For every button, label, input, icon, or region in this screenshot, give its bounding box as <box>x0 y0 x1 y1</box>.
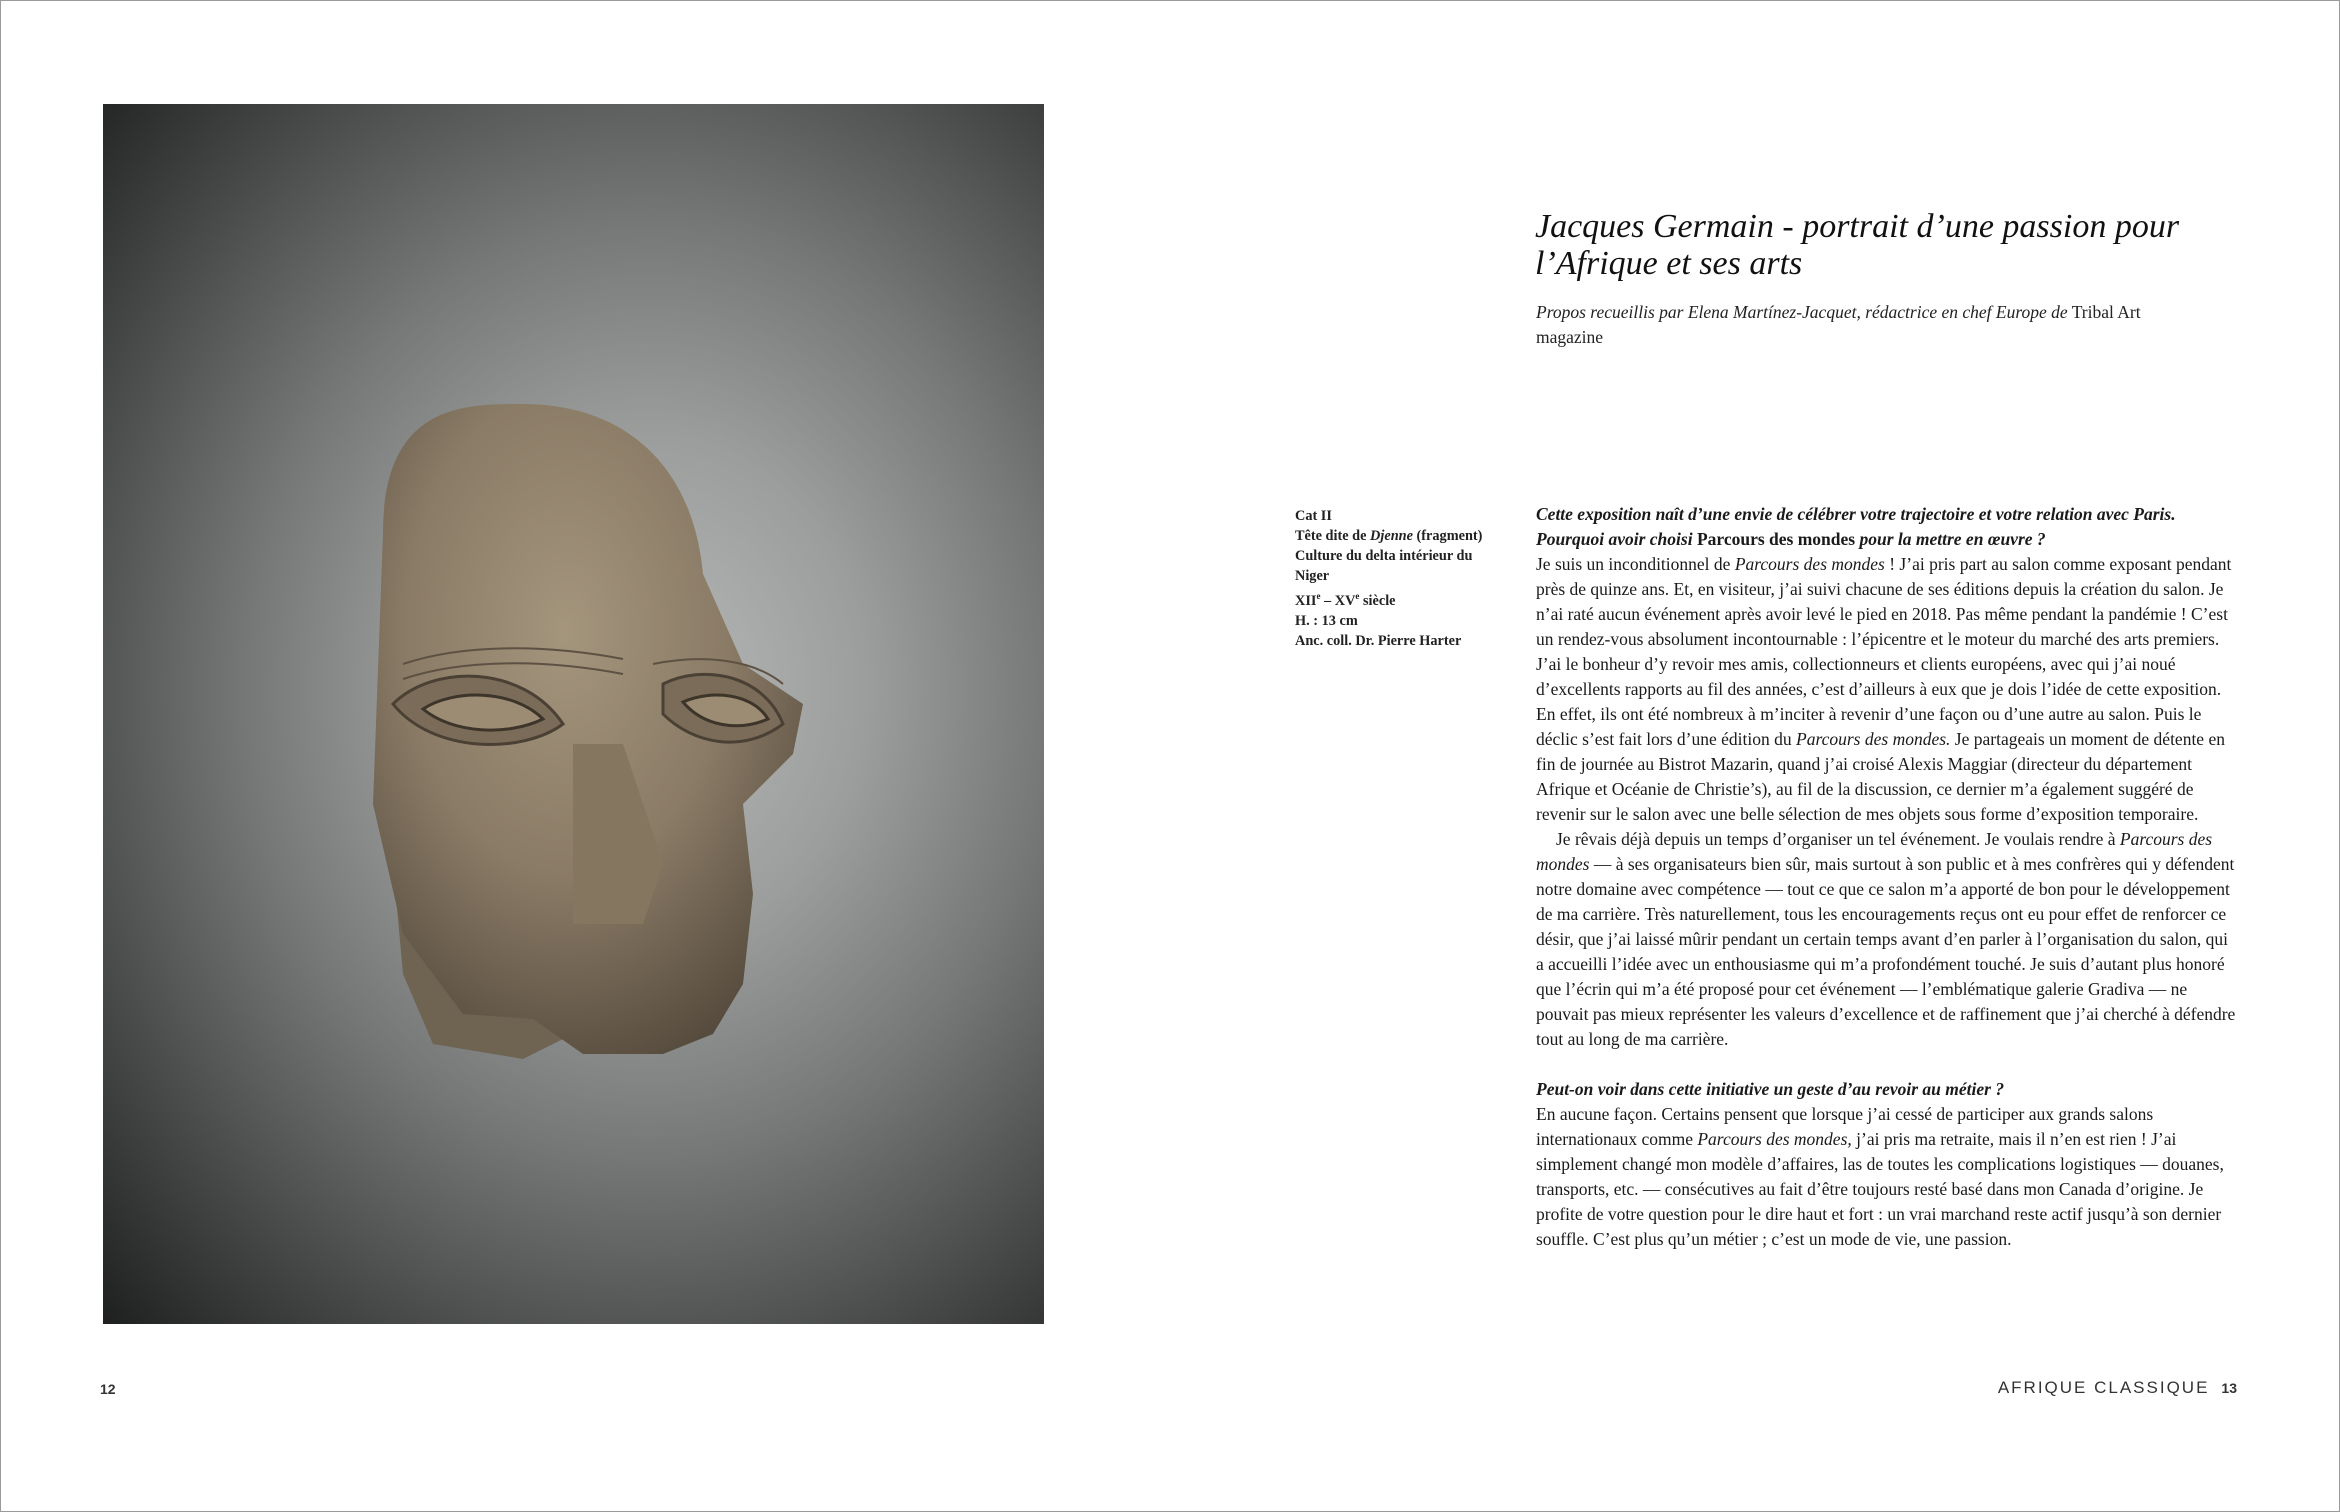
answer-1-paragraph-2: Je rêvais déjà depuis un temps d’organiser un tel événement. Je voulais rendre à Parcours des mondes — à ses organisateurs bien sûr, mais surtout à son public et à mes confrères qui y défendent notre domaine avec compétence — tout ce que ce salon m’a apporté de bon pour le développement de ma carrière. Très naturellement, tous les encouragements reçus ont eu pour effet de renforcer ce désir, que j’ai laissé mûrir pendant un certain temps avant d’en parler à l’organisation du salon, qui a accueilli l’idée avec un enthousiasme qui m’a profondément touché. Je suis d’autant plus honoré que l’écrin qui m’a été proposé pour cet événement — l’emblématique galerie Gradiva — ne pouvait pas mieux représenter les valeurs d’excellence et de raffinement que j’ai cherché à défendre tout au long de ma carrière. <box>1536 829 2236 1049</box>
djenne-head-illustration <box>103 104 1044 1324</box>
caption-provenance: Anc. coll. Dr. Pierre Harter <box>1295 632 1462 649</box>
article-body <box>1536 502 2236 1252</box>
caption-catalog-number: Cat II <box>1295 508 1332 524</box>
artwork-caption <box>1295 506 1505 651</box>
right-page-number: 13 <box>2221 1380 2237 1396</box>
article-title: Jacques Germain - portrait d’une passion pour l’Afrique et ses arts <box>1535 208 2180 282</box>
section-name: AFRIQUE CLASSIQUE <box>1997 1378 2210 1397</box>
caption-culture: Culture du delta intérieur du Niger <box>1295 548 1473 584</box>
right-running-footer <box>1998 1378 2237 1398</box>
article-byline: Propos recueillis par Elena Martínez-Jacquet, rédactrice en chef Europe de Tribal Art magazine <box>1536 302 2141 347</box>
caption-height: H. : 13 cm <box>1295 612 1358 629</box>
answer-1-paragraph-1: Je suis un inconditionnel de Parcours des mondes ! J’ai pris part au salon comme exposant pendant près de quinze ans. Et, en visiteur, j’ai suivi chacune de ses éditions depuis la création du salon. Je n’ai raté aucun événement après avoir levé le pied en 2018. Pas même pendant la pandémie ! C’est un rendez-vous absolument incontournable : l’épicentre et le moteur du marché des arts premiers. J’ai le bonheur d’y revoir mes amis, collectionneurs et clients européens, avec qui j’ai noué d’excellents rapports au fil des années, c’est d’ailleurs à eux que je dois l’idée de cette exposition. En effet, ils ont été nombreux à m’inciter à revenir d’une façon ou d’une autre au salon. Puis le déclic s’est fait lors d’une édition du Parcours des mondes. Je partageais un moment de détente en fin de journée au Bistrot Mazarin, quand j’ai croisé Alexis Maggiar (directeur du département Afrique et Océanie de Christie’s), au fil de la discussion, ce dernier m’a également suggéré de revenir sur le salon avec une belle sélection de mes objets sous forme d’exposition temporaire. <box>1536 554 2232 824</box>
left-page-number: 12 <box>100 1381 116 1397</box>
question-2: Peut-on voir dans cette initiative un geste d’au revoir au métier ? <box>1536 1079 2005 1099</box>
caption-date: XIIe – XVe siècle <box>1295 591 1396 609</box>
sculpture-photo <box>103 104 1044 1324</box>
answer-2: En aucune façon. Certains pensent que lorsque j’ai cessé de participer aux grands salons internationaux comme Parcours des mondes, j’ai pris ma retraite, mais il n’en est rien ! J’ai simplement changé mon modèle d’affaires, las de toutes les complications logistiques — douanes, transports, etc. — consécutives au fait d’être toujours resté basé dans mon Canada d’origine. Je profite de votre question pour le dire haut et fort : un vrai marchand reste actif jusqu’à son dernier souffle. C’est plus qu’un métier ; c’est un mode de vie, une passion. <box>1536 1104 2224 1249</box>
caption-object-title: Tête dite de Djenne (fragment) <box>1295 528 1483 544</box>
question-1: Cette exposition naît d’une envie de célébrer votre trajectoire et votre relation avec Paris. Pourquoi avoir choisi Parcours des mondes pour la mettre en œuvre ? <box>1536 504 2176 549</box>
